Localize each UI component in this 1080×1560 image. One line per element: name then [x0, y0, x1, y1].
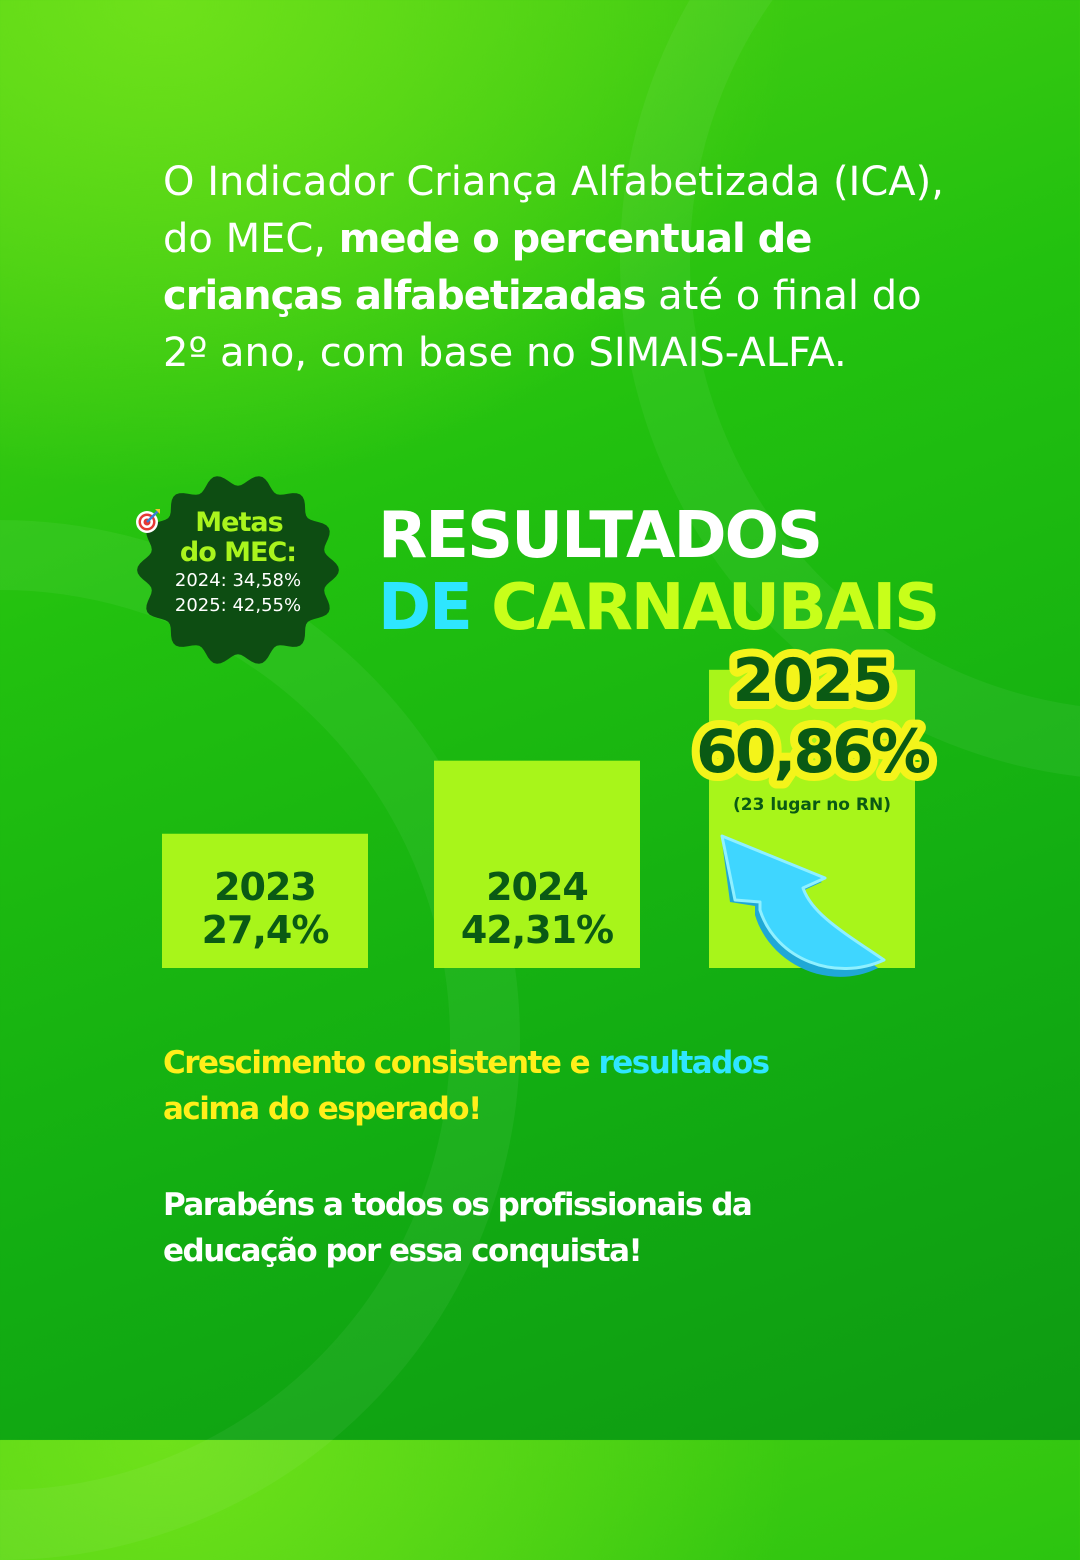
bar-value-label: 42,31%	[460, 908, 614, 952]
intro-part1: O Indicador Criança Alfabetizada (ICA), do MEC,	[163, 159, 944, 262]
badge-title-line1: Metas	[195, 507, 283, 538]
bar-category-label: 2024	[486, 865, 588, 909]
bar-value-label-highlight: 60,86%	[696, 717, 928, 787]
badge-goal-2025: 2025: 42,55%	[174, 595, 302, 616]
badge-goal-2024: 2024: 34,58%	[174, 570, 302, 591]
intro-bold: mede o percentual de crianças alfabetizadas	[163, 216, 812, 319]
slogan	[163, 1040, 963, 1132]
congratulations-message	[163, 1182, 963, 1274]
slogan-part2: e	[560, 1045, 599, 1081]
badge-title-line2: do MEC:	[179, 537, 297, 568]
headline-city: CARNAUBAIS	[491, 571, 939, 645]
slogan-part3: resultados	[598, 1045, 769, 1081]
slogan-part4: acima do esperado!	[163, 1091, 481, 1127]
congrats-line1: Parabéns a todos os profissionais da	[163, 1187, 752, 1223]
bar-value-label: 27,4%	[201, 908, 329, 952]
congrats-line2: educação por essa conquista!	[163, 1233, 642, 1269]
headline-line1: RESULTADOS	[378, 499, 822, 573]
ranking-annotation: (23 lugar no RN)	[732, 795, 892, 815]
intro-part2: até o final do 2º ano, com base no SIMAIS-ALFA.	[163, 273, 922, 376]
slogan-part1: Crescimento consistente	[163, 1045, 561, 1081]
bar-category-label: 2023	[214, 865, 316, 909]
headline-de: DE	[378, 571, 471, 645]
bar-category-label-highlight: 2025	[732, 646, 892, 716]
